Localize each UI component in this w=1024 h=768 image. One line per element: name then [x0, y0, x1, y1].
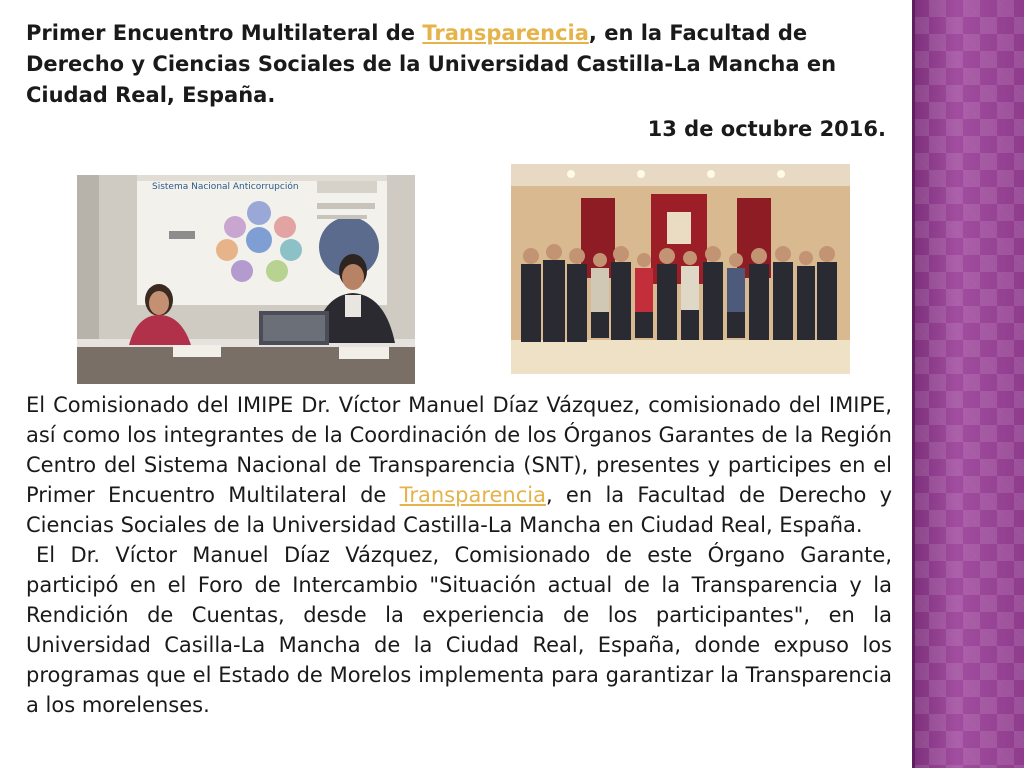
page-title: Primer Encuentro Multilateral de Transparencia, en la Facultad de Derecho y Ciencias Sociales de la Universidad Castilla-La Mancha en Ciudad Real, España. — [26, 21, 837, 107]
event-date: 13 de octubre 2016. — [647, 117, 886, 141]
transparencia-link-title[interactable]: Transparencia — [422, 21, 589, 45]
decorative-sidebar — [912, 0, 1024, 768]
sidebar-edge — [912, 0, 915, 768]
photo-group — [511, 164, 850, 374]
transparencia-link-body[interactable]: Transparencia — [399, 483, 546, 507]
paragraph-2: El Dr. Víctor Manuel Díaz Vázquez, Comisionado de este Órgano Garante, participó en el Foro de Intercambio "Situación actual de la Transparencia y la Rendición de Cuentas, desde la experiencia de los participantes", en la Universidad Casilla-La Mancha de la Ciudad Real, España, donde expuso los programas que el Estado de Morelos implementa para garantizar la Transparencia a los morelenses. — [26, 543, 892, 717]
photo-presentation — [77, 175, 415, 384]
article-body — [26, 390, 892, 720]
group-scene — [511, 164, 850, 374]
presentation-scene — [77, 175, 415, 384]
paragraph-1: El Comisionado del IMIPE Dr. Víctor Manuel Díaz Vázquez, comisionado del IMIPE, así como los integrantes de la Coordinación de los Órganos Garantes de la Región Centro del Sistema Nacional de Transparencia (SNT), presentes y participes en el Primer Encuentro Multilateral de Transparencia, en la Facultad de Derecho y Ciencias Sociales de la Universidad Castilla-La Mancha en Ciudad Real, España. — [26, 393, 893, 537]
screen-title: Sistema Nacional Anticorrupción — [152, 182, 299, 192]
